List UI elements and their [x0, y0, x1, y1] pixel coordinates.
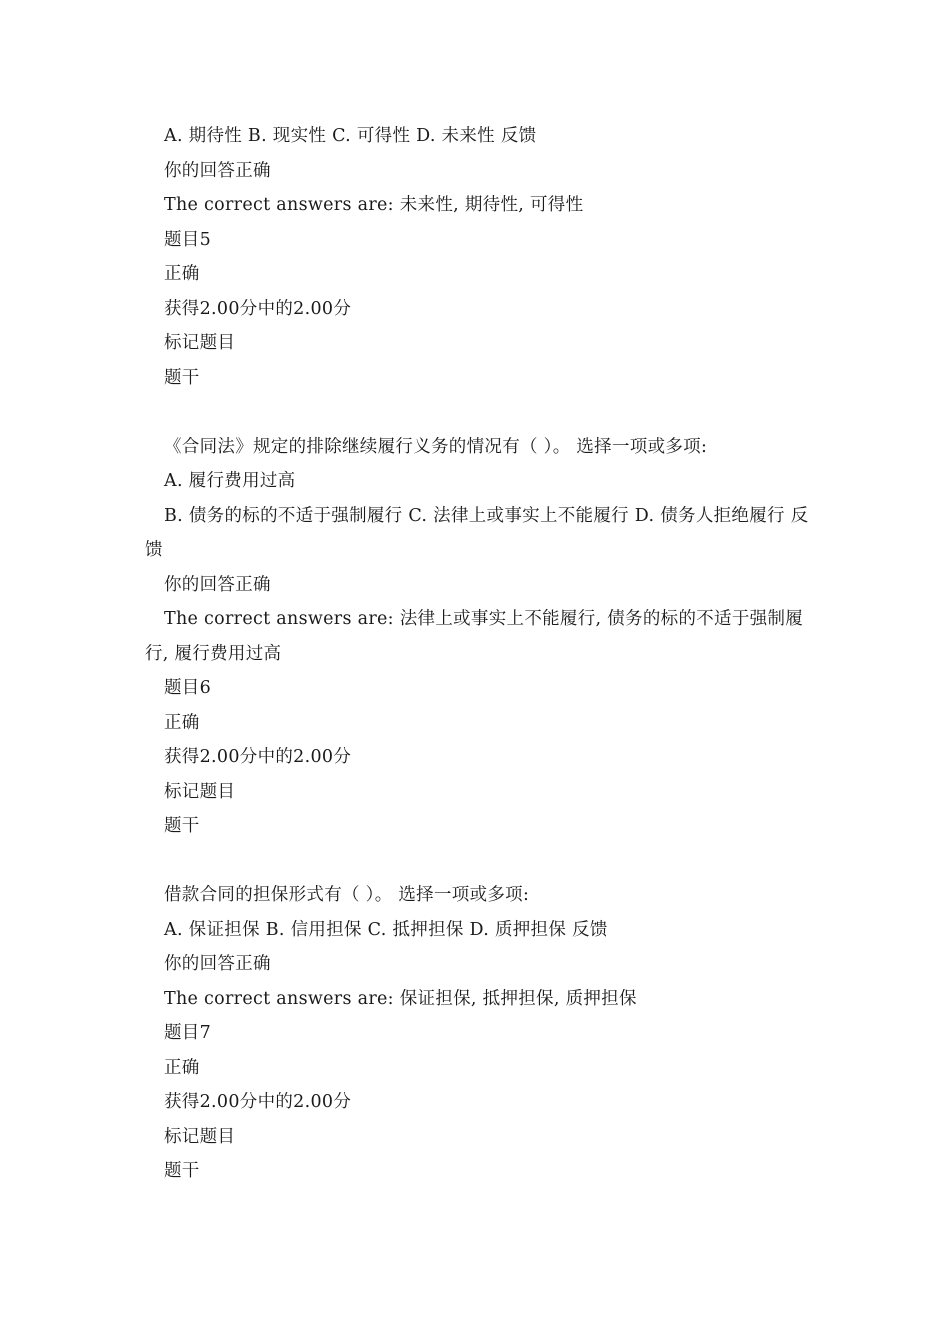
q6-number: 题目6 — [164, 678, 212, 698]
q5-stem-label: 题干 — [164, 367, 200, 388]
q5-number: 题目5 — [164, 229, 212, 250]
q5-score: 获得2.00分中的2.00分 — [164, 298, 352, 319]
q5-result: 你的回答正确 — [164, 574, 271, 595]
q7-stem-label: 题干 — [164, 1161, 200, 1181]
spacer — [145, 395, 810, 430]
q5-stem: 《合同法》规定的排除继续履行义务的情况有（ ）。 选择一项或多项: — [164, 436, 708, 457]
q6-status: 正确 — [164, 712, 200, 733]
q5-correct-answers: The correct answers are: 法律上或事实上不能履行, 债务的标的不适于强制履行, 履行费用过高 — [145, 609, 804, 664]
q4-correct-answers: The correct answers are: 未来性, 期待性, 可得性 — [164, 195, 584, 215]
q7-number: 题目7 — [164, 1023, 212, 1043]
q7-score: 获得2.00分中的2.00分 — [164, 1092, 352, 1112]
q4-result: 你的回答正确 — [164, 160, 271, 181]
q5-option-a: A. 履行费用过高 — [164, 471, 296, 491]
q6-options: A. 保证担保 B. 信用担保 C. 抵押担保 D. 质押担保 反馈 — [164, 919, 608, 940]
q6-result: 你的回答正确 — [164, 954, 271, 974]
q5-options-rest: B. 债务的标的不适于强制履行 C. 法律上或事实上不能履行 D. 债务人拒绝履行 反馈 — [145, 505, 809, 560]
spacer — [145, 844, 810, 879]
document-page — [145, 119, 810, 1189]
q6-score: 获得2.00分中的2.00分 — [164, 747, 352, 767]
q7-status: 正确 — [164, 1057, 200, 1078]
q6-flag-question[interactable]: 标记题目 — [164, 781, 236, 802]
q6-stem-label: 题干 — [164, 816, 200, 836]
q6-stem: 借款合同的担保形式有（ ）。 选择一项或多项: — [164, 885, 530, 905]
q5-flag-question[interactable]: 标记题目 — [164, 333, 236, 353]
q6-correct-answers: The correct answers are: 保证担保, 抵押担保, 质押担保 — [164, 988, 637, 1009]
q7-flag-question[interactable]: 标记题目 — [164, 1126, 236, 1147]
q4-options: A. 期待性 B. 现实性 C. 可得性 D. 未来性 反馈 — [164, 126, 537, 146]
q5-status: 正确 — [164, 264, 200, 284]
